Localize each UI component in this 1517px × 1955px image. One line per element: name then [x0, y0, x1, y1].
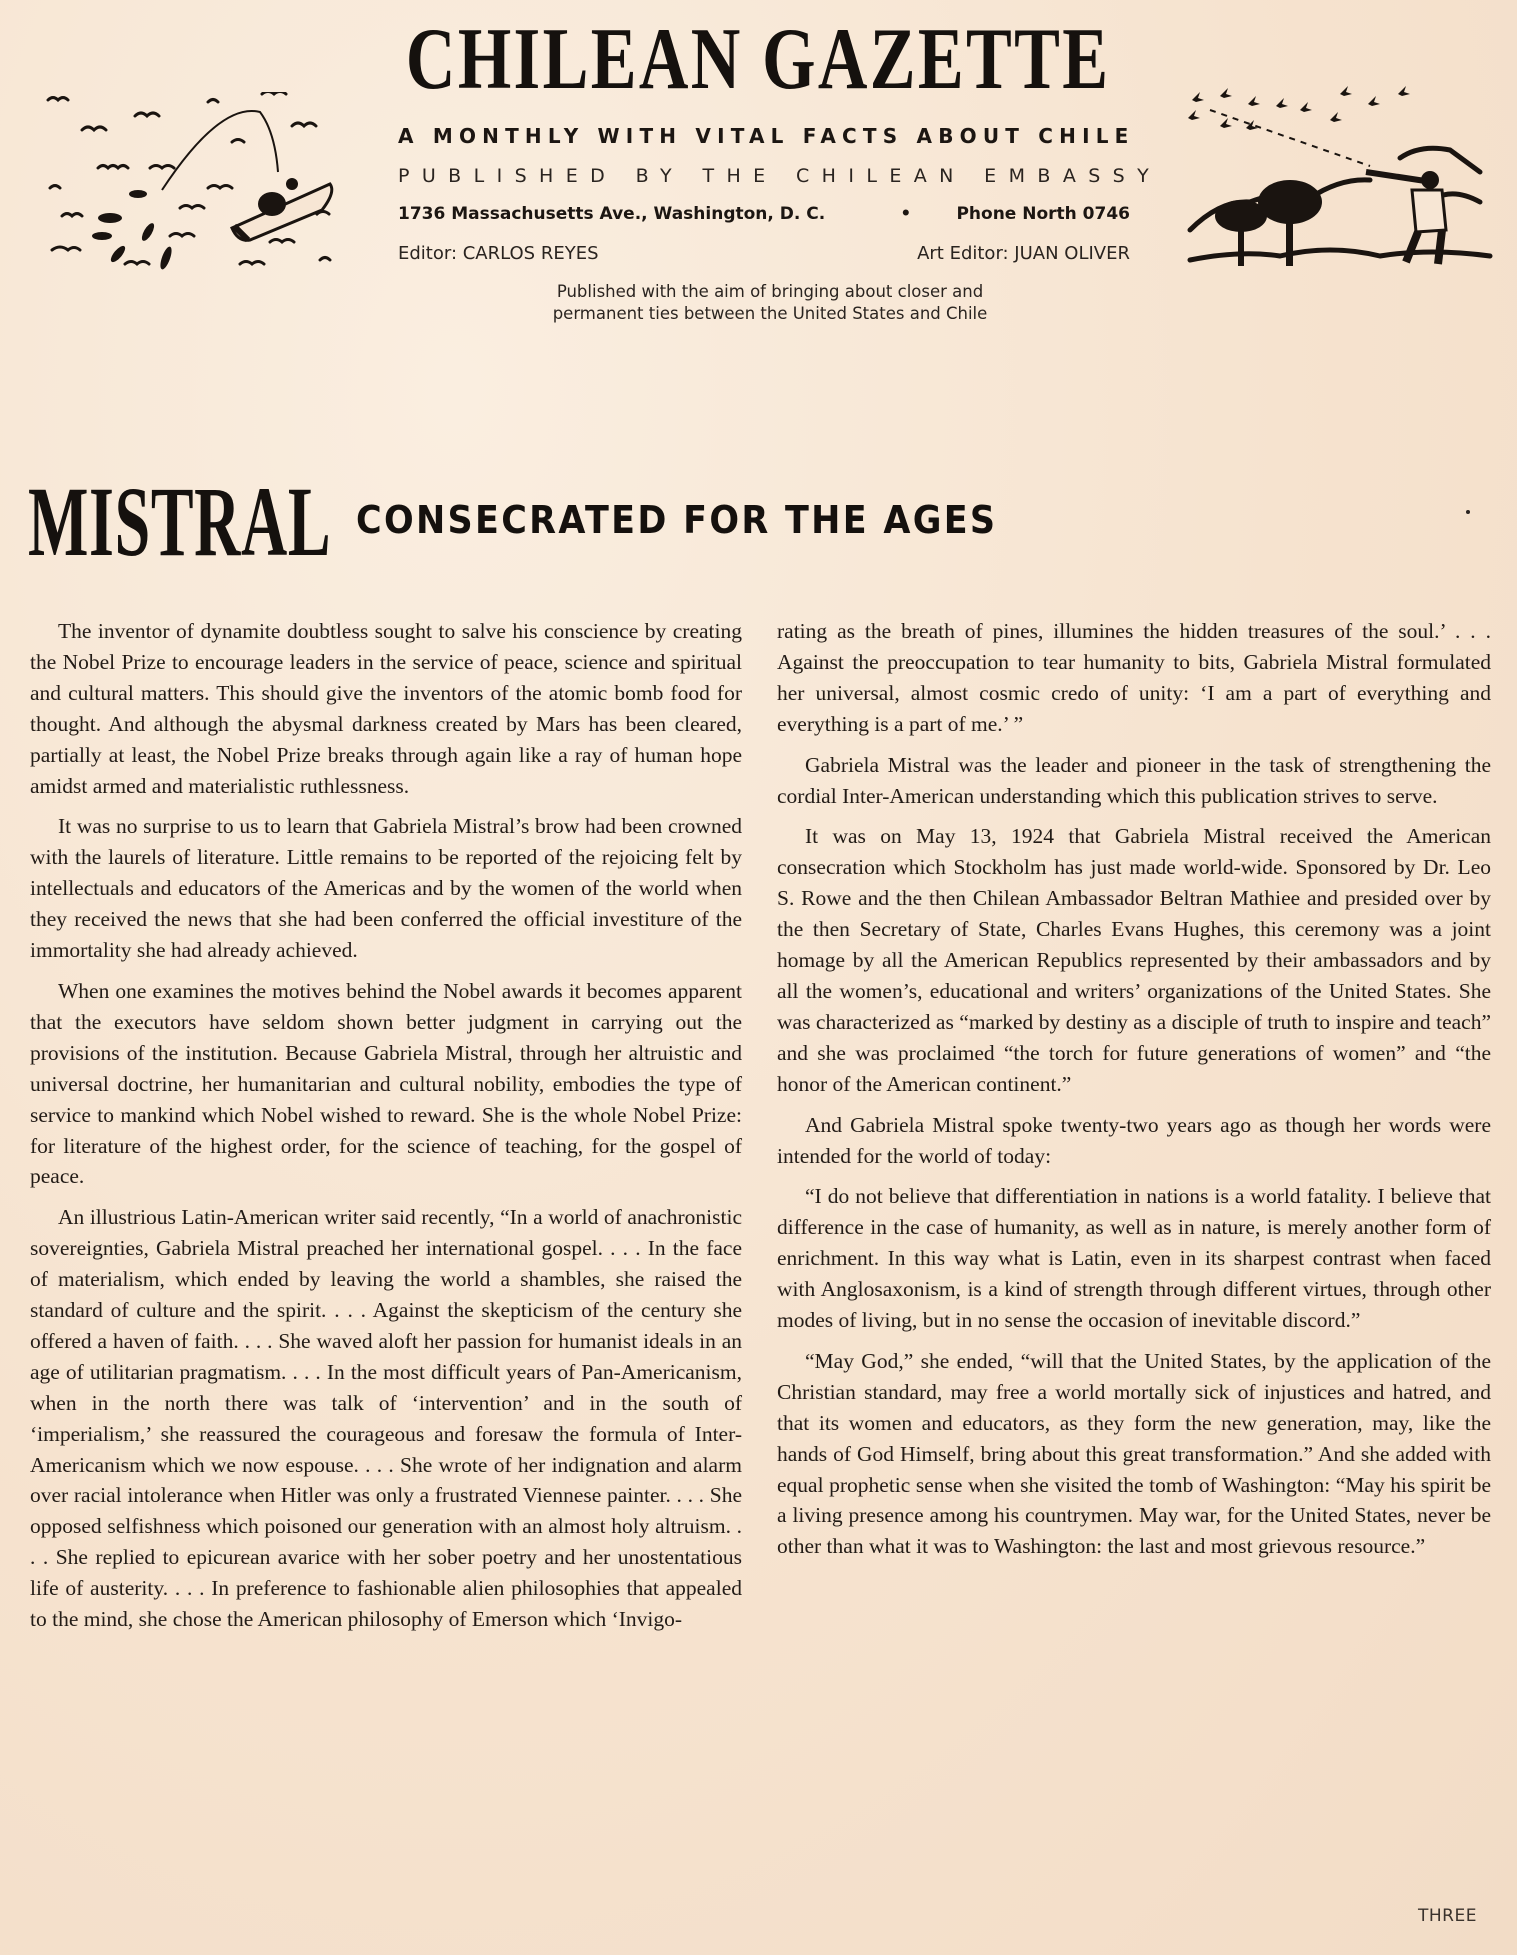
article-paragraph: The inventor of dynamite doubtless sought to salve his conscience by creating the Nobel Prize to encourage leaders in the service of peace, science and spiritual and cultural matters. This should give the inventors of the atomic bomb food for thought. And although the abysmal darkness created by Mars has been cleared, partially at least, the Nobel Prize breaks through again like a ray of human hope amidst armed and materialistic ruthlessness.	[30, 619, 742, 798]
article-paragraph: An illustrious Latin-American writer said recently, “In a world of anachronistic sovereignties, Gabriela Mistral preached her international gospel. . . . In the face of materialism, which ended by leaving the world a shambles, she raised the standard of culture and the spirit. . . . Against the skepticism of the century she offered a haven of faith. . . . She waved aloft her passion for humanist ideals in an age of utilitarian pragmatism. . . . In the most difficult years of Pan-Americanism, when in the north there was talk of ‘intervention’ and in the south of ‘imperialism,’ she reassured the courageous and foresaw the formula of Inter-Americanism which we now espouse. . . . She wrote of her indignation and alarm over racial intolerance when Hitler was only a frustrated Viennese painter. . . . She opposed selfishness which poisoned our generation with an almost holy altruism. . . . She replied to epicurean avarice with her sober poetry and her unostentatious life of austerity. . . . In preference to fashionable alien philosophies that appealed to the mind, she chose the American philosophy of Emerson which ‘Invigo-	[30, 1205, 742, 1632]
masthead-publisher: PUBLISHED BY THE CHILEAN EMBASSY	[398, 165, 1162, 187]
article-paragraph: “I do not believe that differentiation in nations is a world fatality. I believe that difference in the case of humanity, as well as in nature, is merely another form of enrichment. In this way what is Latin, even in its sharpest contrast when faced with Anglosaxonism, is a kind of strength through different virtues, through other modes of living, but in no sense the occasion of inevitable discord.”	[777, 1184, 1491, 1333]
boat-icon	[232, 178, 332, 240]
masthead-aim-statement	[490, 281, 1050, 325]
separator-bullet: •	[900, 204, 912, 224]
article-paragraph: Gabriela Mistral was the leader and pioneer in the task of strengthening the cordial Inter-American understanding which this publication strives to serve.	[777, 752, 1491, 808]
article-paragraph: “May God,” she ended, “will that the United States, by the application of the Christian standard, may free a world mortally sick of injustices and hatred, and that its women and educators, as they form the new generation, may, like the hands of God Himself, bring about this great transformation.” And she added with equal prophetic sense when she visited the tomb of Washington: “May his spirit be a living presence among his countrymen. May war, for the United States, never be other than what it was to Washington: the last and most grievous resource.”	[777, 1348, 1491, 1559]
article-headline: MISTRAL	[28, 466, 332, 577]
article-left-column	[30, 616, 742, 1645]
aim-line-1: Published with the aim of bringing about closer and	[556, 282, 984, 301]
editor-credit: Editor: CARLOS REYES	[398, 243, 599, 264]
fishing-rod-icon	[162, 111, 278, 190]
hunter-illustration-icon	[1180, 80, 1505, 280]
page-number: THREE	[1418, 1906, 1477, 1926]
article-paragraph: It was no surprise to us to learn that Gabriela Mistral’s brow had been crowned with the laurels of literature. Little remains to be reported of the rejoicing felt by intellectuals and educators of the Americas and by the women of the world when they received the news that she had been conferred the official investiture of the immortality she had already achieved.	[30, 814, 742, 963]
article-paragraph: rating as the breath of pines, illumines the hidden treasures of the soul.’ . . . Against the preoccupation to tear humanity to bits, Gabriela Mistral formulated her universal, almost cosmic credo of unity: ‘I am a part of everything and everything is a part of me.’ ”	[777, 619, 1491, 736]
article-paragraph: It was on May 13, 1924 that Gabriela Mistral received the American consecration which Stockholm has just made world-wide. Sponsored by Dr. Leo S. Rowe and the then Chilean Ambassador Beltran Mathiee and presided over by the then Secretary of State, Charles Evans Hughes, this ceremony was a joint homage by all the American Republics represented by their ambassadors and by all the women’s, educational and writers’ organizations of the United States. She was characterized as “marked by destiny as a disciple of truth to inspire and teach” and she was proclaimed “the torch for future generations of women” and “the honor of the American continent.”	[777, 824, 1491, 1096]
waves-icon	[48, 92, 330, 264]
masthead-editors-line	[398, 243, 1130, 264]
article-paragraph: When one examines the motives behind the Nobel awards it becomes apparent that the executors have seldom shown better judgment in carrying out the provisions of the institution. Because Gabriela Mistral, through her altruistic and universal doctrine, her humanitarian and cultural nobility, embodies the type of service to mankind which Nobel wished to reward. She is the whole Nobel Prize: for literature of the highest order, for the science of teaching, for the gospel of peace.	[30, 978, 742, 1189]
article-subheadline: CONSECRATED FOR THE AGES	[356, 498, 998, 542]
print-speck	[1466, 510, 1470, 514]
fish-icon	[92, 190, 174, 271]
fisherman-illustration-icon	[40, 92, 345, 282]
shot-trajectory	[1210, 110, 1370, 166]
art-editor-credit: Art Editor: JUAN OLIVER	[917, 243, 1130, 264]
article-paragraph: And Gabriela Mistral spoke twenty-two years ago as though her words were intended for the world of today:	[777, 1112, 1491, 1168]
aim-line-2: permanent ties between the United States and Chile	[552, 304, 988, 323]
embassy-phone: Phone North 0746	[956, 204, 1130, 224]
masthead-title: CHILEAN GAZETTE	[405, 11, 1111, 108]
masthead-tagline: A MONTHLY WITH VITAL FACTS ABOUT CHILE	[398, 124, 1135, 148]
birds-icon	[1188, 86, 1410, 130]
article-right-column	[777, 616, 1491, 1572]
embassy-address: 1736 Massachusetts Ave., Washington, D. C.	[398, 204, 826, 224]
masthead-address-line	[398, 204, 1130, 224]
